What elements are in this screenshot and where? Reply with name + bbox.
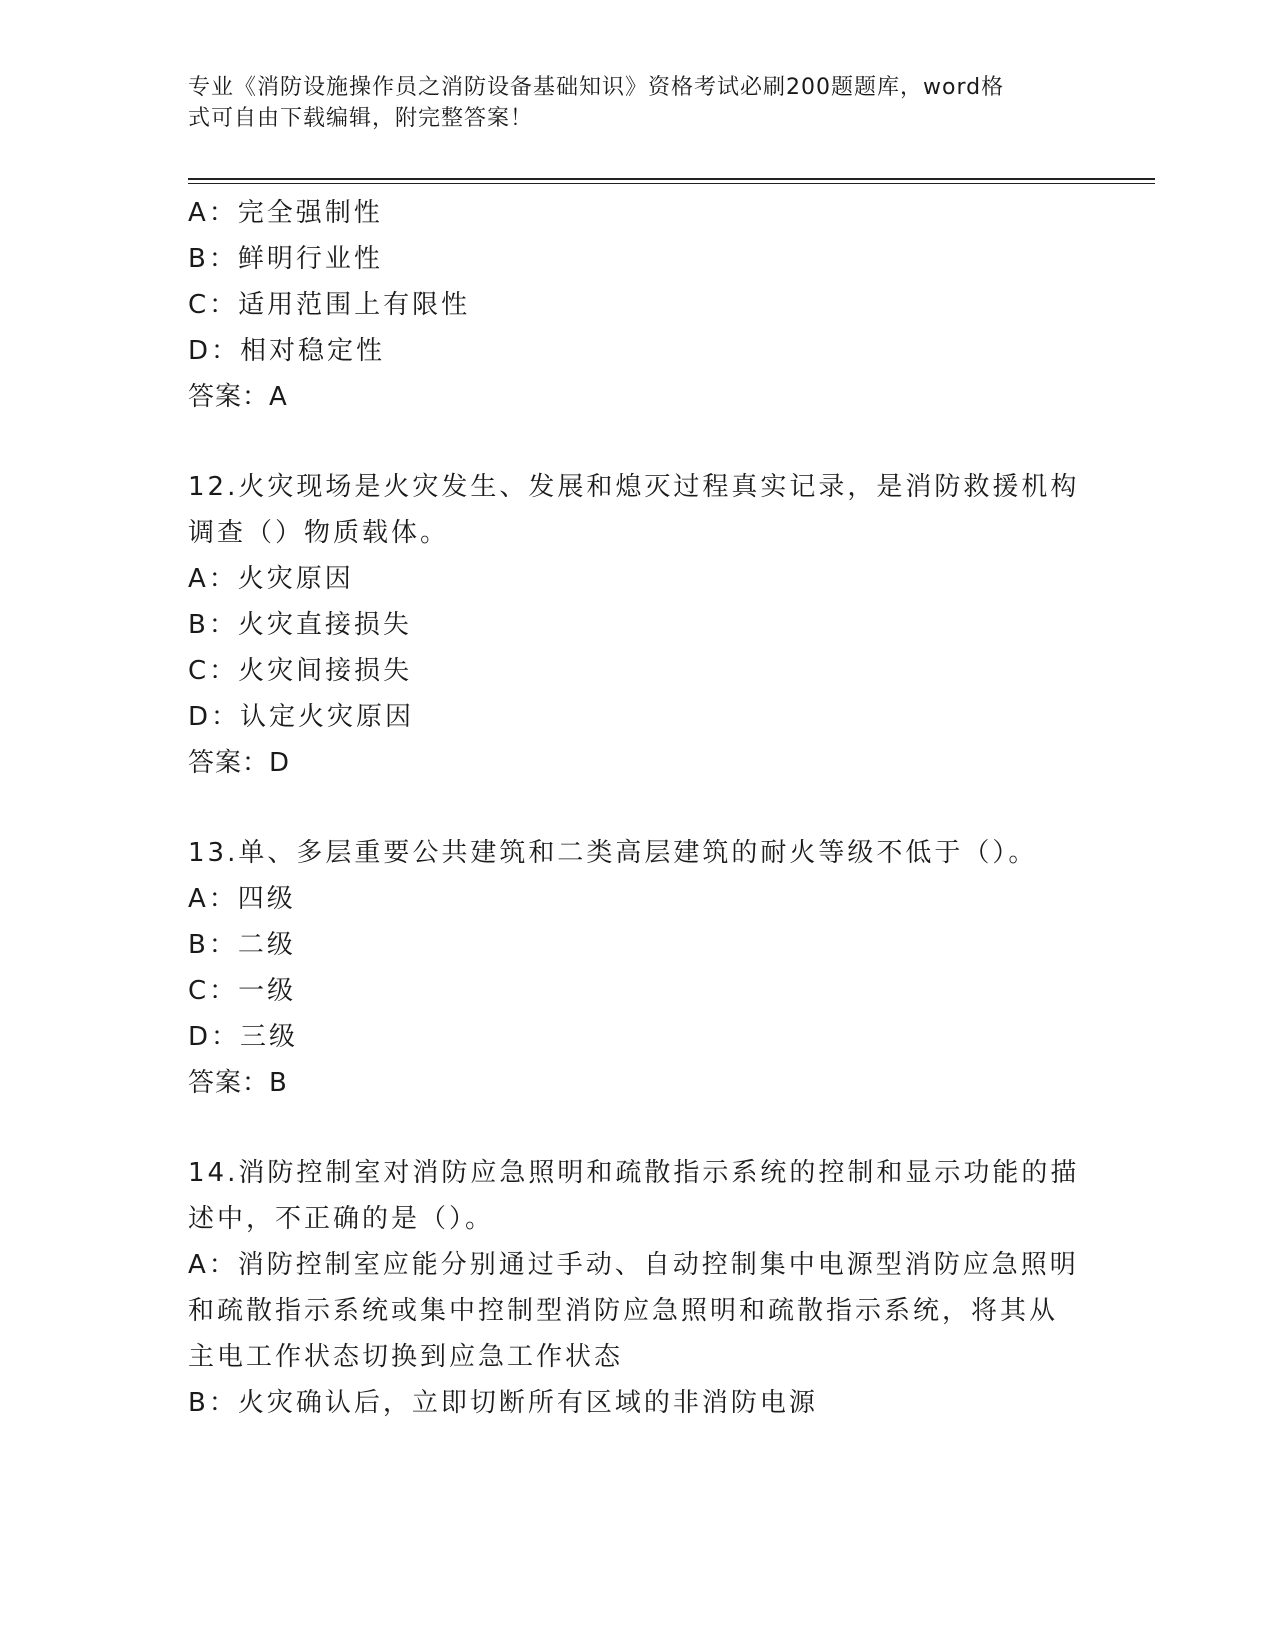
answer-line: 答案：A xyxy=(188,382,288,412)
option-text: 认定火灾原因 xyxy=(240,702,415,732)
question-stem-line-1: 13.单、多层重要公共建筑和二类高层建筑的耐火等级不低于（）。 xyxy=(188,838,1038,868)
option-a xyxy=(188,190,1088,236)
header-divider xyxy=(188,178,1155,180)
option-label: A： xyxy=(188,884,238,914)
option-label: D： xyxy=(188,702,241,732)
question-12 xyxy=(188,464,1088,786)
option-label: A： xyxy=(188,564,238,594)
header-line-2: 式可自由下载编辑，附完整答案！ xyxy=(188,106,534,131)
option-b xyxy=(188,922,1088,968)
option-text: 相对稳定性 xyxy=(240,336,386,366)
question-14 xyxy=(188,1150,1088,1426)
option-label: A： xyxy=(188,1250,238,1280)
option-b xyxy=(188,602,1088,648)
option-label: D： xyxy=(188,1022,241,1052)
option-d xyxy=(188,328,1088,374)
option-text-line-2: 和疏散指示系统或集中控制型消防应急照明和疏散指示系统，将其从 xyxy=(188,1296,1059,1326)
option-d xyxy=(188,1014,1088,1060)
option-a xyxy=(188,876,1088,922)
option-text: 火灾直接损失 xyxy=(237,610,412,640)
question-stem-line-1: 12.火灾现场是火灾发生、发展和熄灭过程真实记录，是消防救援机构 xyxy=(188,472,1080,502)
option-a xyxy=(188,1242,1088,1380)
option-text: 适用范围上有限性 xyxy=(238,290,471,320)
option-text: 鲜明行业性 xyxy=(237,244,383,274)
question-stem-line-1: 14.消防控制室对消防应急照明和疏散指示系统的控制和显示功能的描 xyxy=(188,1158,1080,1188)
option-label: A： xyxy=(188,198,238,228)
option-b xyxy=(188,236,1088,282)
option-label: B： xyxy=(188,930,238,960)
option-text: 三级 xyxy=(240,1022,299,1052)
option-c xyxy=(188,282,1088,328)
option-label: B： xyxy=(188,1388,238,1418)
option-c xyxy=(188,968,1088,1014)
header-divider-thin xyxy=(188,183,1155,184)
option-c xyxy=(188,648,1088,694)
option-label: C： xyxy=(188,976,239,1006)
question-13 xyxy=(188,830,1088,1106)
option-label: D： xyxy=(188,336,241,366)
option-text: 一级 xyxy=(238,976,297,1006)
answer-line: 答案：D xyxy=(188,748,291,778)
option-label: B： xyxy=(188,244,238,274)
option-b xyxy=(188,1380,1088,1426)
option-a xyxy=(188,556,1088,602)
option-text: 火灾间接损失 xyxy=(238,656,413,686)
question-11 xyxy=(188,190,1088,420)
option-label: B： xyxy=(188,610,238,640)
option-text: 二级 xyxy=(237,930,296,960)
option-text: 火灾确认后，立即切断所有区域的非消防电源 xyxy=(237,1388,818,1418)
option-label: C： xyxy=(188,656,239,686)
option-text: 四级 xyxy=(237,884,296,914)
header-line-1: 专业《消防设施操作员之消防设备基础知识》资格考试必刷200题题库，word格 xyxy=(188,75,1005,100)
answer-line: 答案：B xyxy=(188,1068,288,1098)
question-stem-line-2: 述中，不正确的是（）。 xyxy=(188,1204,495,1234)
option-d xyxy=(188,694,1088,740)
question-list xyxy=(188,190,1088,1426)
question-stem-line-2: 调查（）物质载体。 xyxy=(188,518,450,548)
option-text: 完全强制性 xyxy=(237,198,383,228)
document-header xyxy=(188,72,1068,134)
option-label: C： xyxy=(188,290,239,320)
option-text-line-3: 主电工作状态切换到应急工作状态 xyxy=(188,1342,624,1372)
option-text: 火灾原因 xyxy=(237,564,354,594)
option-text-line-1: 消防控制室应能分别通过手动、自动控制集中电源型消防应急照明 xyxy=(237,1250,1079,1280)
